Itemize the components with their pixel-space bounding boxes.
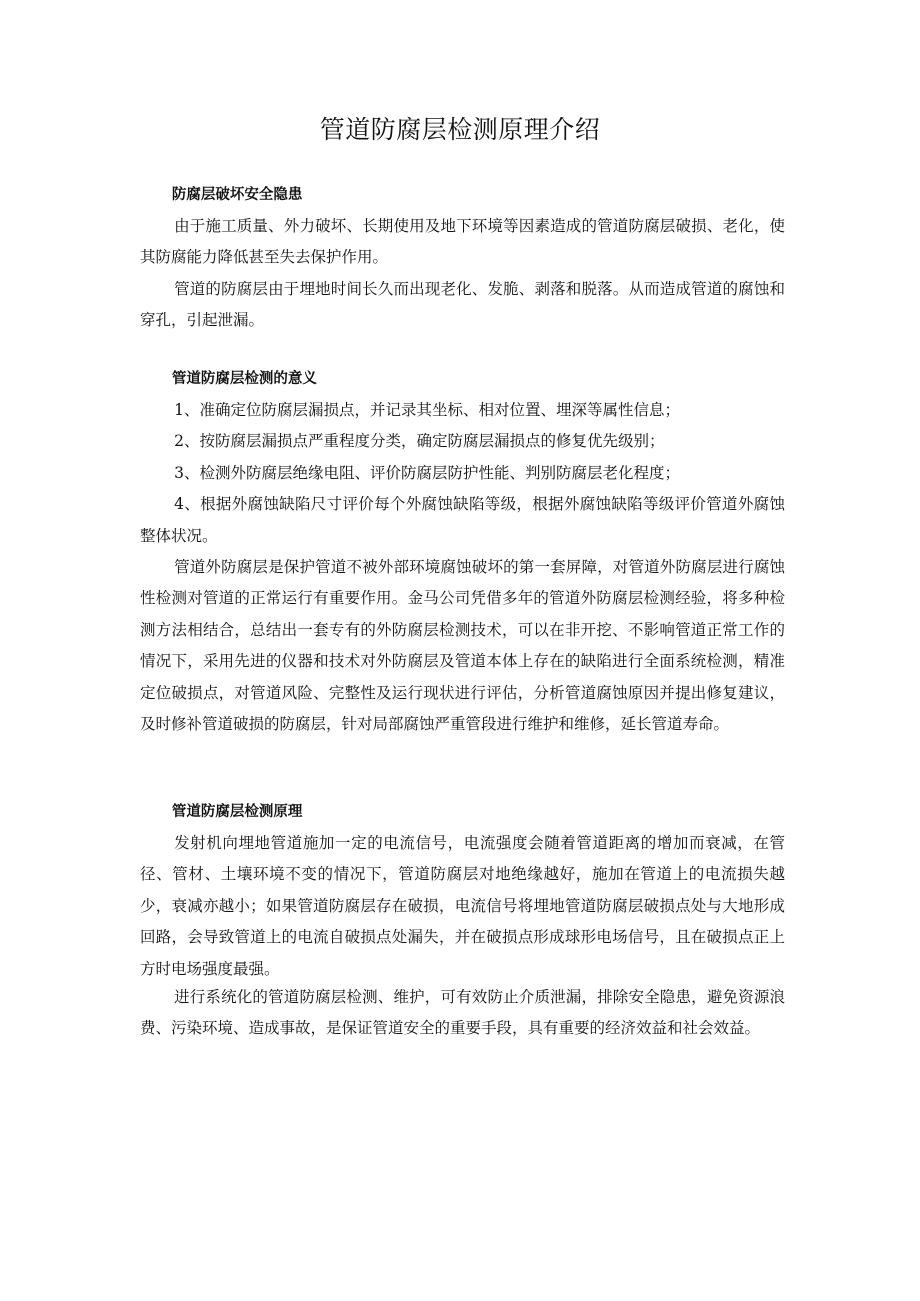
list-item: 4、根据外腐蚀缺陷尺寸评价每个外腐蚀缺陷等级，根据外腐蚀缺陷等级评价管道外腐蚀整体状况。	[140, 495, 785, 545]
list-item: 3、检测外防腐层绝缘电阻、评价防腐层防护性能、判别防腐层老化程度；	[174, 463, 680, 482]
paragraph: 管道外防腐层是保护管道不被外部环境腐蚀破坏的第一套屏障，对管道外防腐层进行腐蚀性检测对管道的正常运行有重要作用。金马公司凭借多年的管道外防腐层检测经验，将多种检测方法相结合，总结出一套专有的外防腐层检测技术，可以在非开挖、不影响管道正常工作的情况下，采用先进的仪器和技术对外防腐层及管道本体上存在的缺陷进行全面系统检测，精准定位破损点，对管道风险、完整性及运行现状进行评估，分析管道腐蚀原因并提出修复建议，及时修补管道破损的防腐层，针对局部腐蚀严重管段进行维护和维修，延长管道寿命。	[140, 558, 785, 734]
list-item: 2、按防腐层漏损点严重程度分类，确定防腐层漏损点的修复优先级别；	[174, 432, 665, 451]
list-item: 1、准确定位防腐层漏损点，并记录其坐标、相对位置、埋深等属性信息；	[174, 401, 680, 419]
paragraph: 管道的防腐层由于埋地时间长久而出现老化、发脆、剥落和脱落。从而造成管道的腐蚀和穿孔，引起泄漏。	[140, 279, 785, 330]
section-heading: 管道防腐层检测的意义	[171, 371, 317, 387]
document-title: 管道防腐层检测原理介绍	[319, 115, 601, 144]
section-hazards	[140, 180, 785, 337]
paragraph: 由于施工质量、外力破坏、长期使用及地下环境等因素造成的管道防腐层破损、老化，使其防腐能力降低甚至失去保护作用。	[140, 217, 785, 267]
section-principle	[140, 797, 785, 985]
section-heading: 管道防腐层检测原理	[171, 804, 303, 820]
closing-paragraph: 进行系统化的管道防腐层检测、维护，可有效防止介质泄漏，排除安全隐患，避免资源浪费、污染环境、造成事故，是保证管道安全的重要手段，具有重要的经济效益和社会效益。	[140, 988, 785, 1038]
section-significance	[140, 364, 785, 740]
section-heading: 防腐层破坏安全隐患	[171, 187, 303, 203]
paragraph: 发射机向埋地管道施加一定的电流信号，电流强度会随着管道距离的增加而衰减，在管径、管材、土壤环境不变的情况下，管道防腐层对地绝缘越好，施加在管道上的电流损失越少，衰减亦越小；如果管道防腐层存在破损，电流信号将埋地管道防腐层破损点处与大地形成回路，会导致管道上的电流自破损点处漏失，并在破损点形成球形电场信号，且在破损点正上方时电场强度最强。	[140, 834, 785, 978]
section-closing	[140, 982, 785, 1045]
